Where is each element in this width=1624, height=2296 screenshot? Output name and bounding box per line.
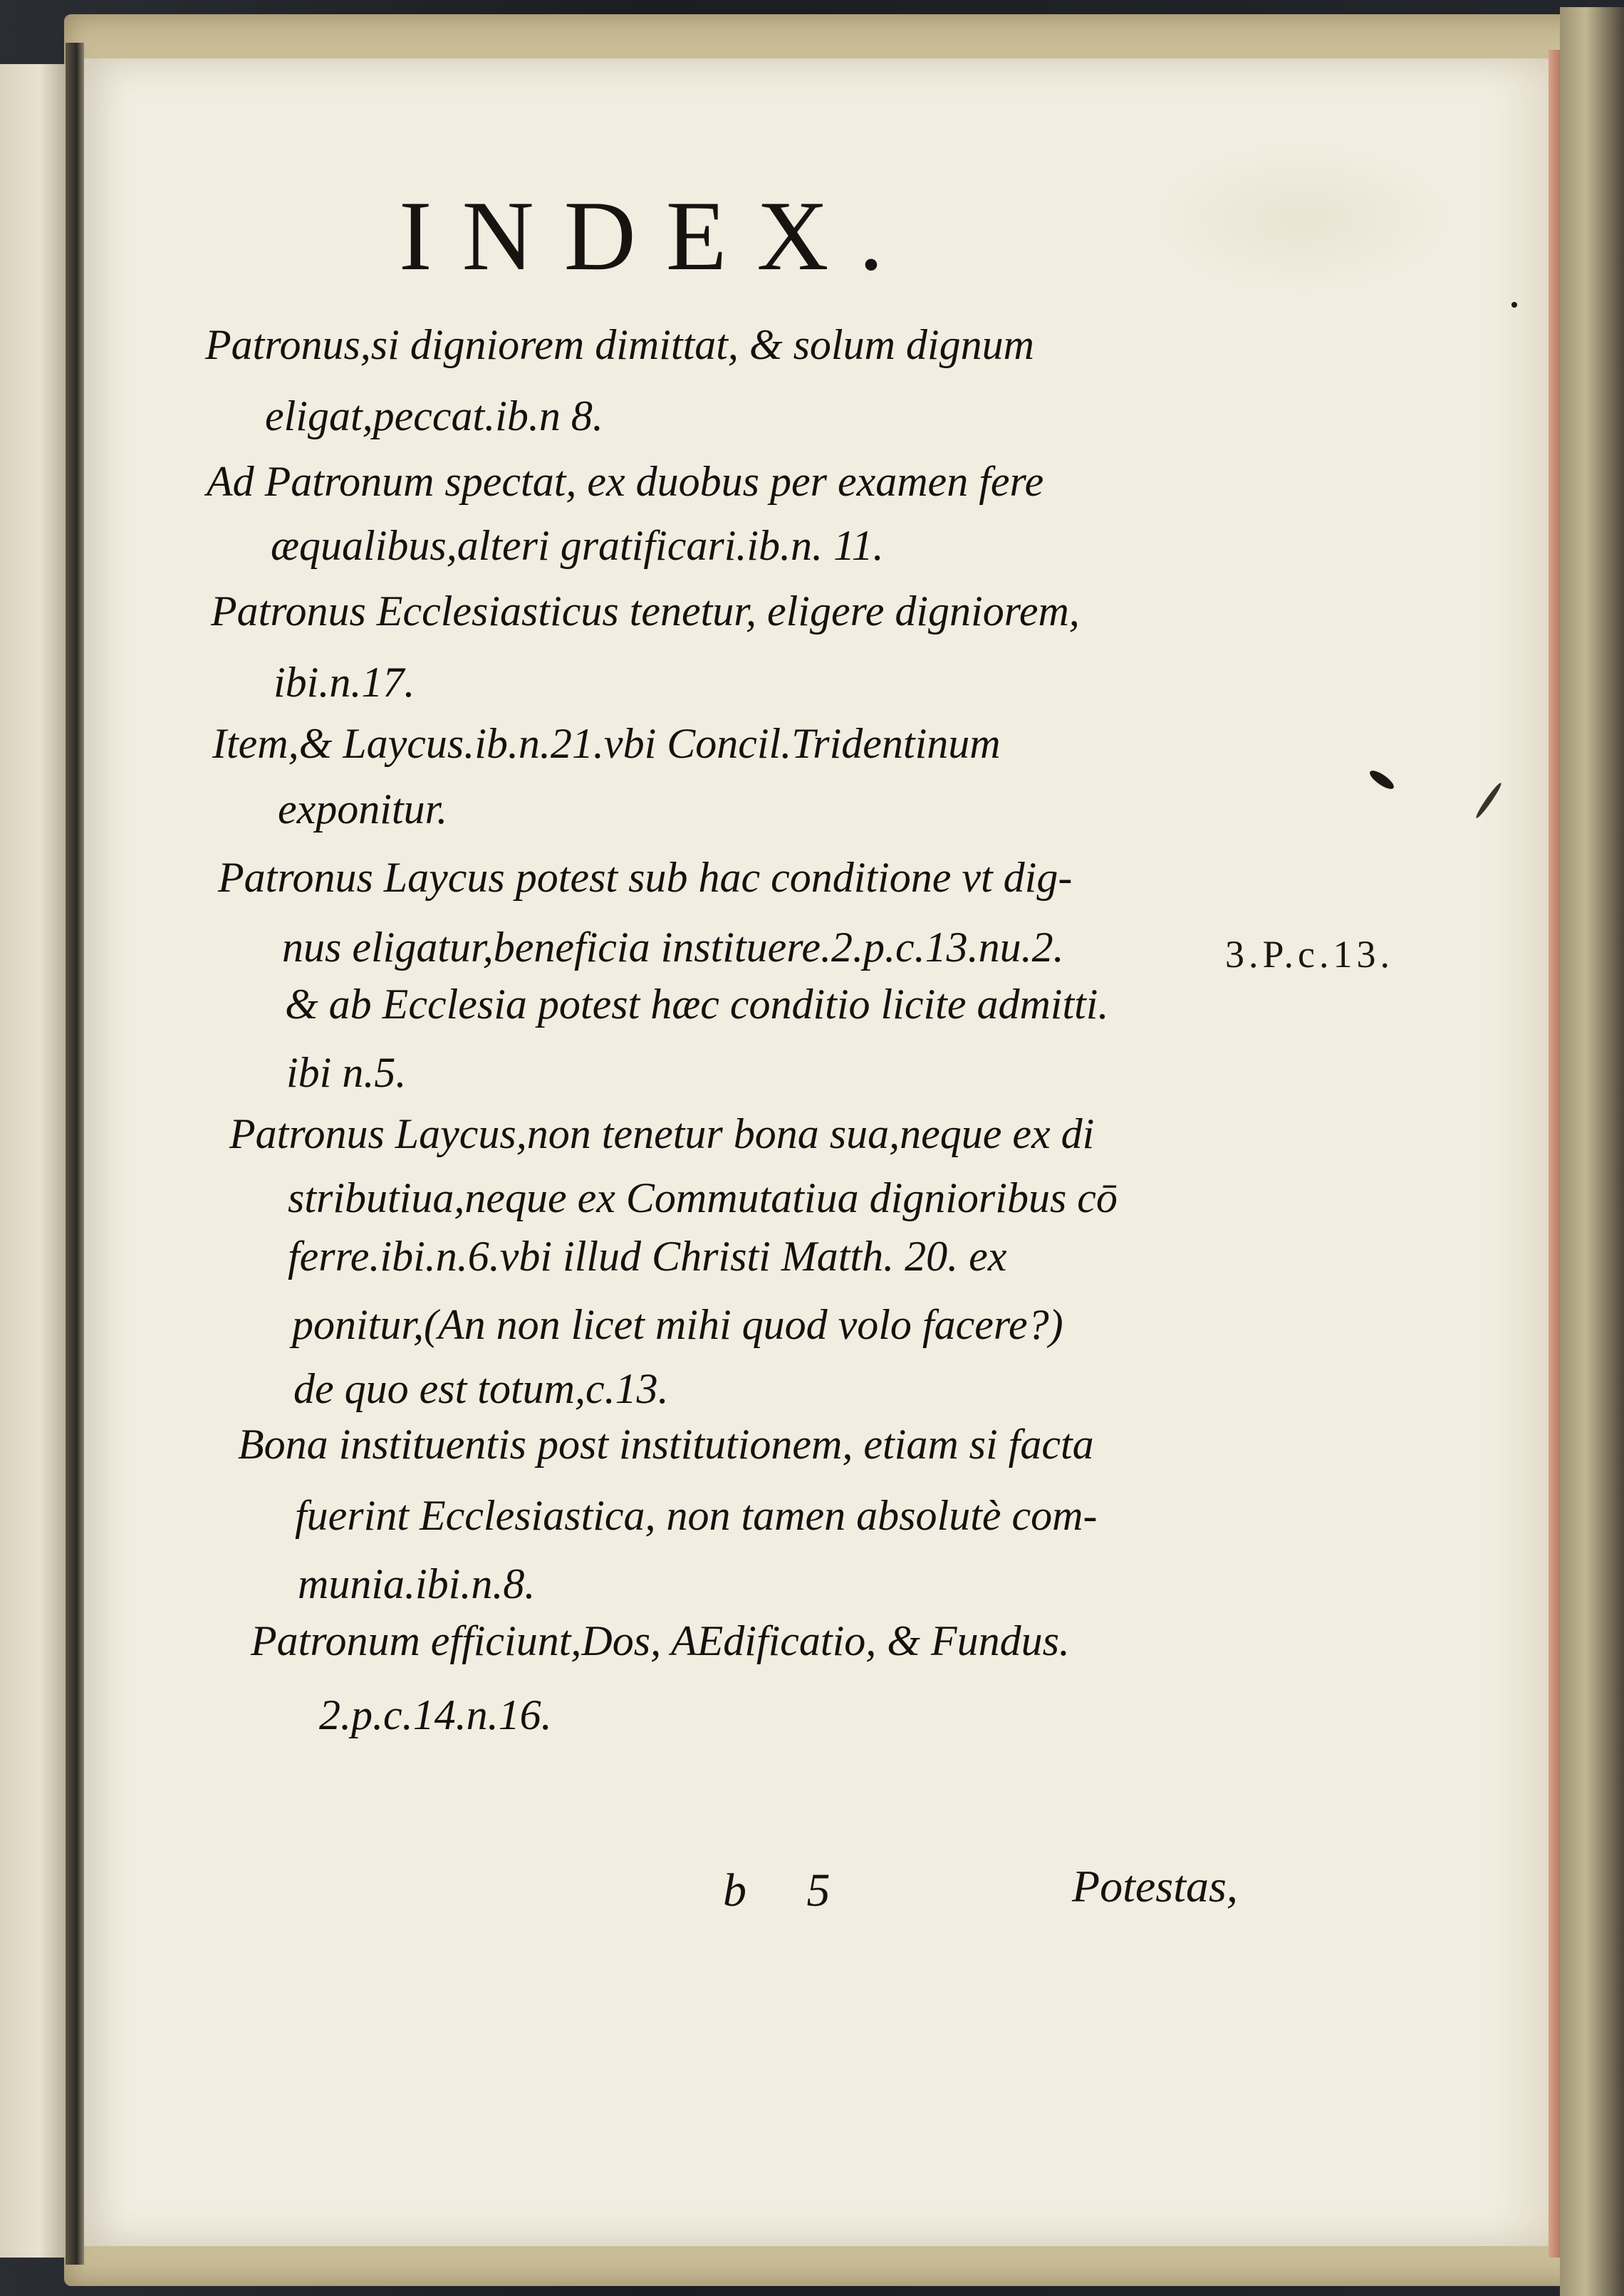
entry-line: Item,& Laycus.ib.n.21.vbi Concil.Tridentinum	[212, 720, 1001, 767]
entry-line: eligat,peccat.ib.n 8.	[265, 392, 603, 439]
entry-line: ferre.ibi.n.6.vbi illud Christi Matth. 20. ex	[288, 1233, 1007, 1280]
entry-line: ibi n.5.	[286, 1049, 407, 1096]
entry-line: Patronus Laycus potest sub hac conditione vt dig-	[218, 854, 1073, 901]
paper-stain	[1152, 144, 1452, 293]
ink-speck	[1511, 302, 1517, 308]
entry-line: ponitur,(An non licet mihi quod volo facere?)	[292, 1301, 1063, 1348]
entry-line: fuerint Ecclesiastica, non tamen absolutè com-	[295, 1492, 1098, 1539]
entry-line: nus eligatur,beneficia instituere.2.p.c.13.nu.2.	[282, 924, 1064, 971]
entry-line: & ab Ecclesia potest hæc conditio licite admitti.	[285, 981, 1109, 1028]
entry-line: ibi.n.17.	[274, 659, 415, 706]
page-title: INDEX.	[399, 181, 914, 291]
cover-board-right-edge	[1560, 7, 1624, 2296]
entry-line: Patronus,si digniorem dimittat, & solum dignum	[205, 321, 1034, 368]
signature-mark: b 5	[723, 1864, 855, 1916]
entry-line: munia.ibi.n.8.	[298, 1560, 536, 1607]
entry-line: exponitur.	[278, 786, 448, 833]
catchword: Potestas,	[1072, 1861, 1238, 1911]
margin-note: 3.P.c.13.	[1225, 933, 1395, 976]
entry-line: Patronus Laycus,non tenetur bona sua,neque ex di	[229, 1110, 1095, 1157]
entry-line: 2.p.c.14.n.16.	[319, 1691, 552, 1738]
page-fore-edge	[1548, 50, 1560, 2258]
entry-line: Bona instituentis post institutionem, etiam si facta	[238, 1421, 1094, 1468]
entry-line: æqualibus,alteri gratificari.ib.n. 11.	[271, 522, 884, 569]
book-gutter	[66, 43, 84, 2265]
entry-line: Ad Patronum spectat, ex duobus per examen fere	[207, 458, 1044, 505]
entry-line: Patronus Ecclesiasticus tenetur, eligere digniorem,	[211, 588, 1080, 635]
entry-line: stributiua,neque ex Commutatiua dignioribus cō	[288, 1174, 1118, 1221]
entry-line: de quo est totum,c.13.	[293, 1365, 669, 1412]
entry-line: Patronum efficiunt,Dos, AEdificatio, & Fundus.	[251, 1617, 1070, 1664]
facing-page-edge	[0, 64, 68, 2258]
